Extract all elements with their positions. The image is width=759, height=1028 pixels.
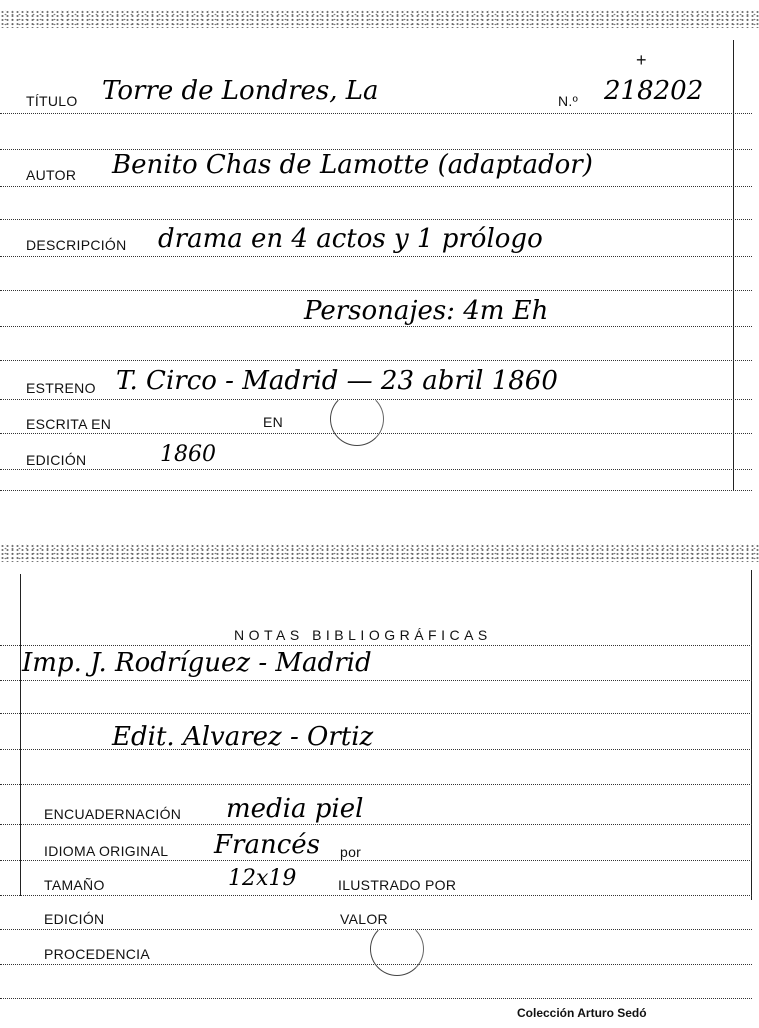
idioma-label: IDIOMA ORIGINAL bbox=[44, 843, 169, 859]
card-right-border bbox=[751, 570, 752, 900]
titulo-value: Torre de Londres, La bbox=[102, 76, 379, 106]
nota-imprenta: Imp. J. Rodríguez - Madrid bbox=[22, 648, 372, 678]
rule-line bbox=[0, 290, 752, 291]
rule-line bbox=[0, 645, 752, 646]
rule-line bbox=[0, 219, 752, 220]
punch-hole bbox=[330, 392, 384, 446]
rule-line bbox=[0, 784, 752, 785]
card-right-border bbox=[733, 40, 734, 490]
rule-line bbox=[0, 680, 752, 681]
autor-value: Benito Chas de Lamotte (adaptador) bbox=[112, 150, 593, 180]
collection-footer: Colección Arturo Sedó bbox=[517, 1006, 647, 1020]
estreno-value: T. Circo - Madrid — 23 abril 1860 bbox=[116, 366, 558, 396]
rule-line bbox=[0, 895, 752, 896]
rule-line bbox=[0, 713, 752, 714]
card-top-edge-texture bbox=[0, 10, 759, 28]
escrita-label: ESCRITA EN bbox=[26, 416, 112, 432]
edicion-label: EDICIÓN bbox=[26, 452, 87, 468]
rule-line bbox=[0, 469, 752, 470]
nota-editorial: Edit. Alvarez - Ortiz bbox=[112, 722, 374, 752]
card-left-border bbox=[20, 574, 21, 896]
por-label: por bbox=[340, 844, 362, 860]
tamano-value: 12x19 bbox=[228, 866, 297, 891]
rule-line bbox=[0, 749, 752, 750]
rule-line bbox=[0, 998, 752, 999]
descripcion-label: DESCRIPCIÓN bbox=[26, 237, 127, 253]
plus-mark: + bbox=[636, 50, 647, 70]
estreno-label: ESTRENO bbox=[26, 380, 96, 396]
edicion-value: 1860 bbox=[160, 442, 216, 467]
en-label: EN bbox=[263, 414, 284, 430]
idioma-value: Francés bbox=[214, 830, 321, 860]
numero-value: 218202 bbox=[604, 76, 704, 106]
encuadernacion-label: ENCUADERNACIÓN bbox=[44, 806, 182, 822]
valor-label: VALOR bbox=[340, 911, 388, 927]
ilustrado-label: ILUSTRADO POR bbox=[338, 877, 457, 893]
rule-line bbox=[0, 256, 752, 257]
tamano-label: TAMAÑO bbox=[44, 877, 105, 893]
punch-hole bbox=[370, 922, 424, 976]
descripcion-value: drama en 4 actos y 1 prólogo bbox=[158, 224, 543, 254]
rule-line bbox=[0, 490, 752, 491]
titulo-label: TÍTULO bbox=[26, 93, 78, 109]
notas-heading: NOTAS BIBLIOGRÁFICAS bbox=[234, 627, 492, 643]
edicion-label-2: EDICIÓN bbox=[44, 911, 105, 927]
rule-line bbox=[0, 824, 752, 825]
autor-label: AUTOR bbox=[26, 167, 77, 183]
catalog-card-top bbox=[0, 0, 759, 492]
rule-line bbox=[0, 360, 752, 361]
numero-label: N.º bbox=[558, 93, 579, 109]
rule-line bbox=[0, 929, 752, 930]
rule-line bbox=[0, 860, 752, 861]
rule-line bbox=[0, 113, 752, 114]
procedencia-label: PROCEDENCIA bbox=[44, 946, 150, 962]
encuadernacion-value: media piel bbox=[226, 794, 364, 824]
rule-line bbox=[0, 186, 752, 187]
personajes-value: Personajes: 4m Eh bbox=[304, 296, 549, 326]
rule-line bbox=[0, 326, 752, 327]
card-bottom-edge-texture bbox=[0, 544, 759, 562]
